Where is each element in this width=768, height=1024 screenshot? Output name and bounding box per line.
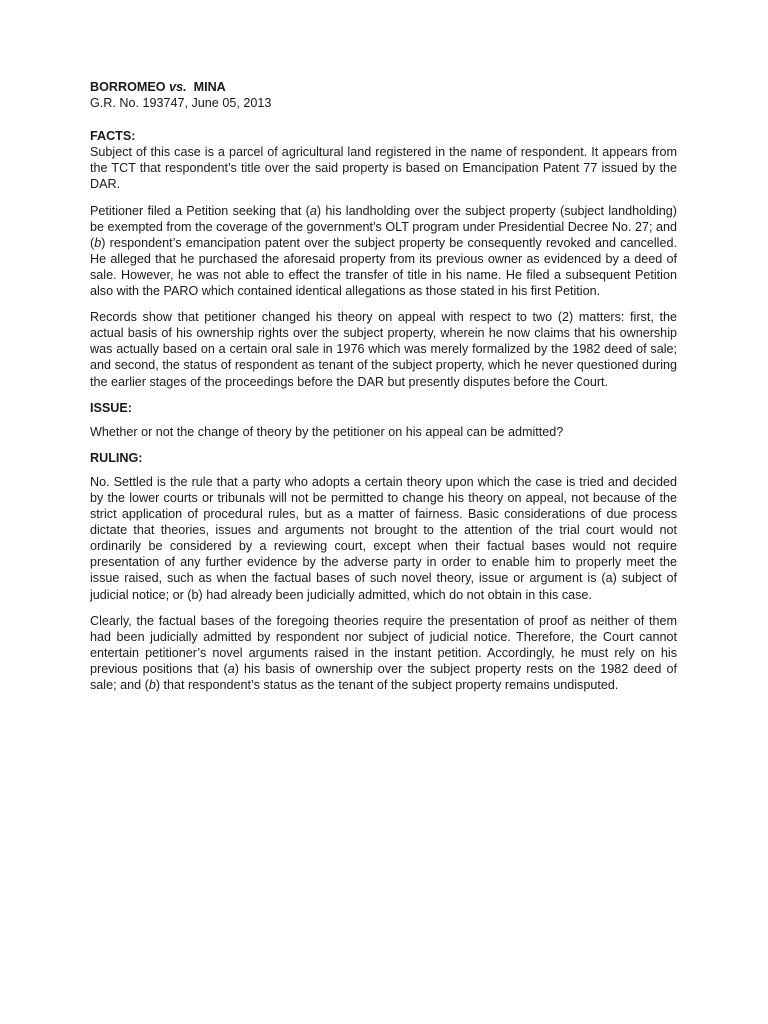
facts-paragraph-1: Subject of this case is a parcel of agricultural land registered in the name of respondent. It appears from the TCT that respondent’s title over the said property is based on Emancipation Patent 77 issued by the DAR.	[90, 145, 677, 192]
facts-p2-part-c: ) respondent’s emancipation patent over the subject property be consequently revoked and cancelled. He alleged that he purchased the aforesaid property from its previous owner as evidenced by a deed of sale. However, he was not able to effect the transfer of title in his name. He filed a subsequent Petition also with the PARO which contained identical allegations as those stated in his first Petition.	[90, 235, 677, 299]
facts-heading: FACTS:	[90, 129, 136, 144]
party-a: BORROMEO	[90, 80, 166, 94]
ruling-p2-part-b: ) his basis of ownership over the subject property rests on the 1982 deed of sale; and (	[90, 661, 677, 692]
ruling-paragraph-1: No. Settled is the rule that a party who adopts a certain theory upon which the case is tried and decided by the lower courts or tribunals will not be permitted to change his theory on appeal, not because of the strict application of procedural rules, but as a matter of fairness. Basic considerations of due process dictate that theories, issues and arguments not brought to the attention of the trial court would not ordinarily be considered by a reviewing court, except when their factual bases would not require presentation of any further evidence by the adverse party in order to enable him to properly meet the issue raised, such as when the factual bases of such novel theory, issue or argument is (a) subject of judicial notice; or (b) had already been judicially admitted, which do not obtain in this case.	[90, 474, 677, 602]
ruling-heading: RULING:	[90, 450, 143, 465]
ruling-p2-part-c: ) that respondent’s status as the tenant of the subject property remains undisputed.	[155, 678, 619, 692]
party-b: MINA	[193, 80, 226, 94]
ruling-p2-mark-b: b	[148, 678, 156, 692]
facts-paragraph-3: Records show that petitioner changed his theory on appeal with respect to two (2) matters: first, the actual basis of his ownership rights over the subject property, wherein he now claims that his ownership was actually based on a certain oral sale in 1976 which was merely formalized by the 1982 deed of sale; and second, the status of respondent as tenant of the subject property, which he never questioned during the earlier stages of the proceedings before the DAR but presently disputes before the Court.	[90, 310, 677, 389]
ruling-p2-mark-a: a	[227, 661, 235, 676]
case-reference: G.R. No. 193747, June 05, 2013	[90, 96, 272, 111]
versus-label: vs.	[169, 80, 187, 94]
facts-p2-mark-b: b	[94, 235, 102, 250]
facts-paragraph-2	[90, 203, 677, 300]
ruling-paragraph-2	[90, 613, 677, 693]
facts-p2-mark-a: a	[309, 203, 317, 218]
facts-p2-part-b: ) his landholding over the subject property (subject landholding) be exempted from the coverage of the government’s OLT program under Presidential Decree No. 27; and (	[90, 203, 677, 250]
issue-paragraph-1: Whether or not the change of theory by the petitioner on his appeal can be admitted?	[90, 424, 564, 439]
facts-p2-part-a: Petitioner filed a Petition seeking that (	[90, 203, 310, 218]
case-title	[90, 79, 677, 95]
ruling-p2-part-a: Clearly, the factual bases of the foregoing theories require the presentation of proof as neither of them had been judicially admitted by respondent nor subject of judicial notice. Therefore, the Court cannot entertain petitioner’s novel arguments raised in the instant petition. Accordingly, he must rely on his previous positions that (	[90, 613, 677, 676]
document-page	[90, 79, 677, 703]
issue-heading: ISSUE:	[90, 400, 132, 415]
